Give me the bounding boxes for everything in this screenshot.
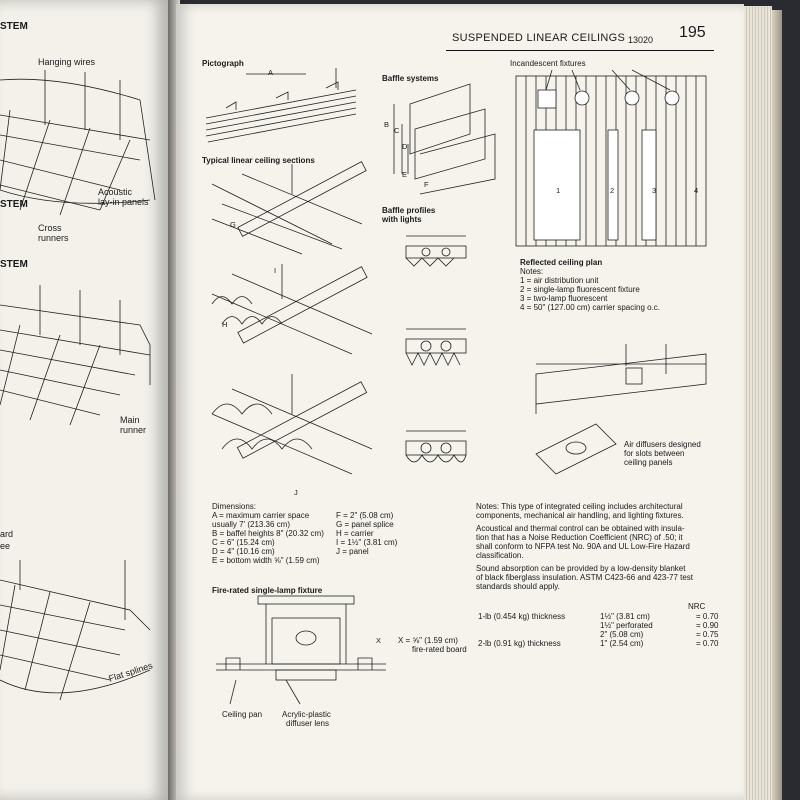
section-code: 13020 <box>628 35 654 45</box>
notes-paragraph-3 <box>476 564 693 591</box>
nrc-value-2: = 0.90 <box>696 621 719 630</box>
letter-b: B <box>384 120 390 129</box>
plan-note-2: 2 = single-lamp fluorescent fixture <box>520 285 640 294</box>
section-illustration-2 <box>212 264 382 364</box>
notes-p2-line-4: classification. <box>476 551 524 560</box>
letter-x: X <box>376 636 382 645</box>
pictograph-illustration <box>206 68 366 148</box>
table-row <box>478 639 722 648</box>
left-label-ard: ard <box>0 529 14 539</box>
notes-p3-line-1: Sound absorption can be provided by a low-density blanket <box>476 564 686 573</box>
page-title: SUSPENDED LINEAR CEILINGS <box>452 32 626 44</box>
lay-in-panels-label: lay-in panels <box>98 197 149 207</box>
plan-note-3: 3 = two-lamp fluorescent <box>520 294 608 303</box>
nrc-value-1: = 0.70 <box>696 612 719 621</box>
notes-p1-line-2: components, mechanical air handling, and lighting fixtures. <box>476 511 684 520</box>
baffle-systems-title: Baffle systems <box>382 74 439 83</box>
ceiling-grid-illustration-mid <box>0 285 168 445</box>
dimension-a-cont: usually 7' (213.36 cm) <box>212 520 291 529</box>
dimensions-title: Dimensions: <box>212 502 257 511</box>
letter-i: I <box>274 266 277 275</box>
page-stack-edge <box>744 6 772 800</box>
reflected-plan-title: Reflected ceiling plan <box>520 258 603 267</box>
runners-label: runners <box>38 233 69 243</box>
letter-j: J <box>294 488 298 497</box>
runner-label: runner <box>120 425 147 435</box>
ceiling-grid-illustration-top <box>0 57 168 310</box>
x-label-1: X = ⅝" (1.59 cm) <box>398 636 458 645</box>
typical-sections-title: Typical linear ceiling sections <box>202 156 315 165</box>
air-diffusers-label-3: ceiling panels <box>624 458 673 467</box>
dimensions-right-list <box>336 511 397 556</box>
baffle-profile-2 <box>396 324 476 374</box>
letter-c: C <box>394 126 400 135</box>
baffle-profiles-title-1: Baffle profiles <box>382 206 436 215</box>
notes-p2-line-3: shall conform to NFPA test No. 90A and UL Low-Fire Hazard <box>476 542 690 551</box>
notes-p2-line-1: Acoustical and thermal control can be obtained with insula- <box>476 524 685 533</box>
table-row <box>478 621 722 630</box>
plan-notes-title: Notes: <box>520 267 544 276</box>
ceiling-pan-label: Ceiling pan <box>222 710 263 719</box>
left-label-ee: ee <box>0 541 11 551</box>
air-diffuser-slot-illustration <box>536 424 616 474</box>
air-diffuser-illustration <box>526 344 716 424</box>
plan-note-4: 4 = 50" (127.00 cm) carrier spacing o.c. <box>520 303 661 312</box>
dimensions-left-list <box>212 511 324 565</box>
air-diffusers-label-2: for slots between <box>624 449 685 458</box>
incandescent-label: Incandescent fixtures <box>510 59 586 68</box>
air-diffusers-label-1: Air diffusers designed <box>624 440 701 449</box>
nrc-table <box>478 612 722 648</box>
baffle-profiles-title-2: with lights <box>382 215 422 224</box>
nrc-thickness-2: 1½" perforated <box>600 621 653 630</box>
fire-rated-fixture-illustration <box>216 594 386 704</box>
right-page <box>176 4 744 800</box>
notes-paragraph-1 <box>476 502 684 520</box>
pictograph-title: Pictograph <box>202 59 244 68</box>
left-heading-top: STEM <box>0 21 28 32</box>
notes-p3-line-2: of black fiberglass insulation. ASTM C423-66 and 423-77 test <box>476 573 694 582</box>
dimension-j: J = panel <box>336 547 369 556</box>
nrc-thickness-3: 2" (5.08 cm) <box>600 630 644 639</box>
nrc-value-4: = 0.70 <box>696 639 719 648</box>
fire-rated-title: Fire-rated single-lamp fixture <box>212 586 323 595</box>
section-illustration-1 <box>212 164 382 254</box>
x-label-2: fire-rated board <box>412 645 467 654</box>
ceiling-panel-illustration-bottom <box>0 560 168 760</box>
nrc-product-2 <box>478 621 600 630</box>
header-rule <box>446 50 714 51</box>
left-heading-mid: STEM <box>0 259 28 270</box>
left-page <box>0 0 170 800</box>
nrc-product-4: 2-lb (0.91 kg) thickness <box>478 639 561 648</box>
book-cover-edge <box>772 10 782 800</box>
plan-number-2: 2 <box>610 186 615 195</box>
baffle-profile-3 <box>396 426 476 476</box>
notes-p1-line-1: Notes: This type of integrated ceiling includes architectural <box>476 502 683 511</box>
notes-paragraph-2 <box>476 524 690 560</box>
nrc-thickness-1: 1½" (3.81 cm) <box>600 612 650 621</box>
letter-d: D <box>402 142 408 151</box>
nrc-thickness-4: 1" (2.54 cm) <box>600 639 644 648</box>
plan-number-3: 3 <box>652 186 657 195</box>
letter-f: F <box>424 180 429 189</box>
letter-h: H <box>222 320 228 329</box>
dimension-i: I = 1½" (3.81 cm) <box>336 538 398 547</box>
dimension-b: B = baffel heights 8" (20.32 cm) <box>212 529 324 538</box>
nrc-product-1: 1-lb (0.454 kg) thickness <box>478 612 566 621</box>
page-number: 195 <box>679 24 706 41</box>
plan-notes-list <box>520 276 660 312</box>
left-heading-system: STEM <box>0 199 28 210</box>
flat-splines-label: Flat splines <box>107 660 154 684</box>
notes-p2-line-2: tion that has a Noise Reduction Coefficient (NRC) of .50; it <box>476 533 683 542</box>
dimension-f: F = 2" (5.08 cm) <box>336 511 394 520</box>
main-label: Main <box>120 415 140 425</box>
plan-note-1: 1 = air distribution unit <box>520 276 599 285</box>
acrylic-label-2: diffuser lens <box>286 719 329 728</box>
plan-number-4: 4 <box>694 186 699 195</box>
nrc-header: NRC <box>688 602 706 611</box>
letter-g: G <box>230 220 236 229</box>
plan-number-1: 1 <box>556 186 561 195</box>
table-row <box>478 630 722 639</box>
dimension-e: E = bottom width ⅝" (1.59 cm) <box>212 556 320 565</box>
table-row <box>478 612 722 621</box>
notes-p3-line-3: standards should apply. <box>476 582 560 591</box>
acoustic-label: Acoustic <box>98 187 133 197</box>
dimension-a: A = maximum carrier space <box>212 511 310 520</box>
letter-a: A <box>268 68 274 77</box>
letter-e: E <box>402 170 408 179</box>
baffle-profile-1 <box>396 226 476 276</box>
section-illustration-3 <box>212 374 382 484</box>
cross-label: Cross <box>38 223 62 233</box>
dimension-g: G = panel splice <box>336 520 394 529</box>
hanging-wires-label: Hanging wires <box>38 57 96 67</box>
dimension-d: D = 4" (10.16 cm) <box>212 547 275 556</box>
dimension-h: H = carrier <box>336 529 374 538</box>
nrc-product-3 <box>478 630 600 639</box>
dimension-c: C = 6" (15.24 cm) <box>212 538 275 547</box>
nrc-value-3: = 0.75 <box>696 630 719 639</box>
acrylic-label-1: Acrylic-plastic <box>282 710 331 719</box>
reflected-ceiling-plan <box>512 70 712 250</box>
